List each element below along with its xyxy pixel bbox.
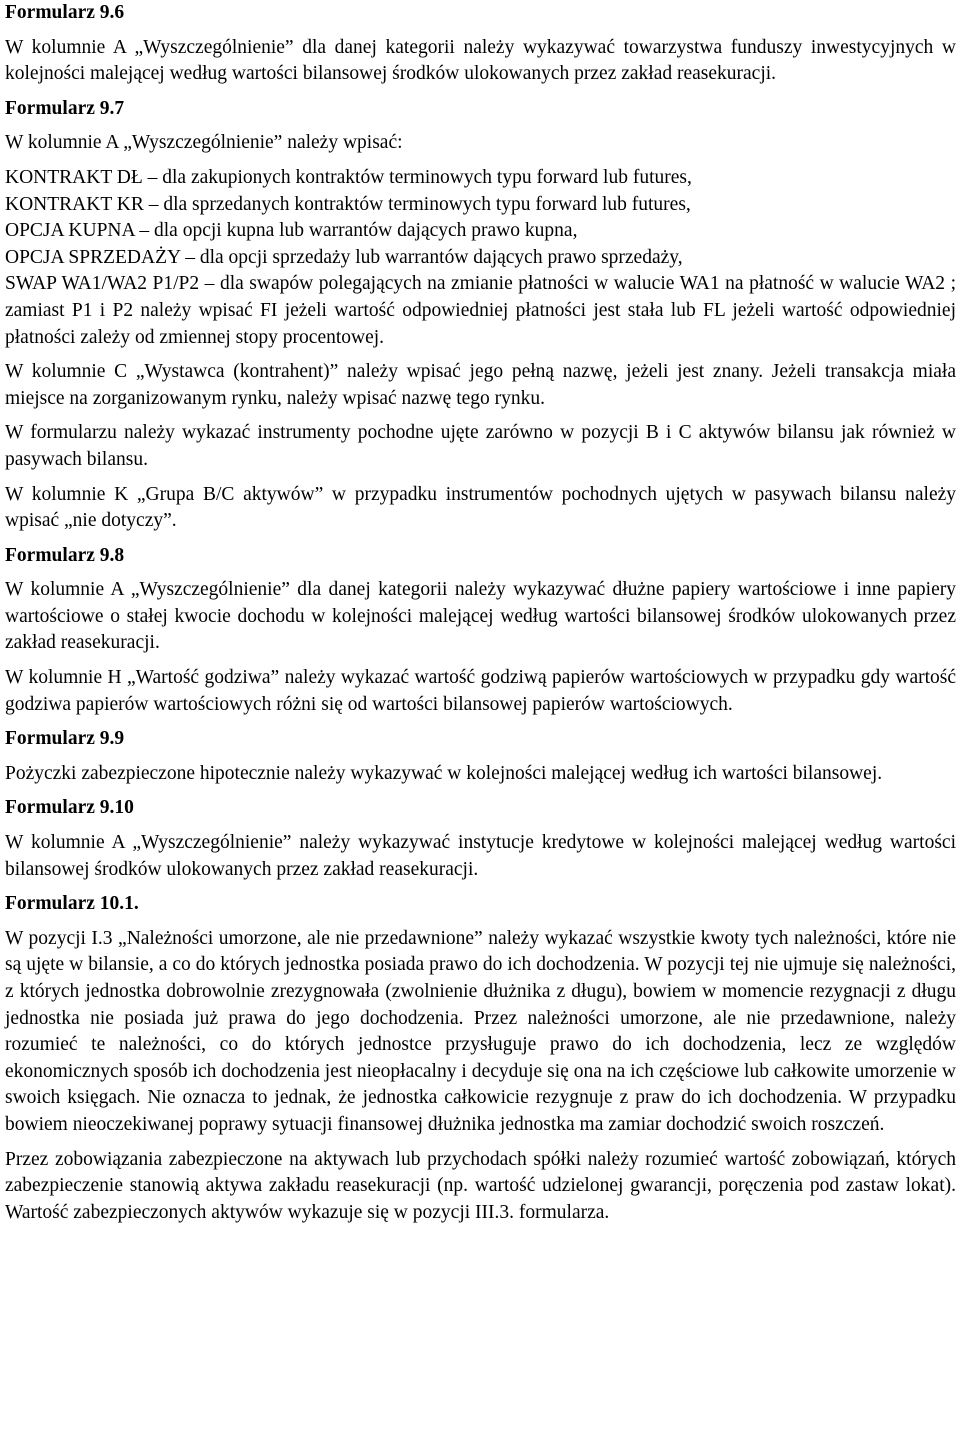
paragraph-9-9: Pożyczki zabezpieczone hipotecznie należy wykazywać w kolejności malejącej według ich wartości bilansowej. <box>5 762 883 784</box>
paragraph-10-1-liabilities: Przez zobowiązania zabezpieczone na aktywach lub przychodach spółki należy rozumieć wartość zobowiązań, których zabezpieczenie stanowią aktywa zakładu reasekuracji (np. wartość udzielonej gwarancji, poręczenia pod zastaw lokat). Wartość zabezpieczonych aktywów wykazuje się w pozycji III.3. formularza. <box>5 1148 956 1223</box>
paragraph-9-10: W kolumnie A „Wyszczególnienie” należy wykazywać instytucje kredytowe w kolejności malejącej według wartości bilansowej środków ulokowanych przez zakład reasekuracji. <box>5 832 956 880</box>
list-item: OPCJA KUPNA – dla opcji kupna lub warrantów dających prawo kupna, <box>5 220 578 242</box>
list-item: SWAP WA1/WA2 P1/P2 – dla swapów polegających na zmianie płatności w walucie WA1 na płatność w walucie WA2 ; zamiast P1 i P2 należy wpisać FI jeżeli wartość odpowiedniej płatności jest stała lub FL jeżeli wartość odpowiedniej płatności zależy od zmiennej stopy procentowej. <box>5 273 956 348</box>
section-heading-9-7: Formularz 9.7 <box>5 97 125 119</box>
list-item: KONTRAKT DŁ – dla zakupionych kontraktów terminowych typu forward lub futures, <box>5 166 692 188</box>
paragraph-9-8-column-a: W kolumnie A „Wyszczególnienie” dla danej kategorii należy wykazywać dłużne papiery wartościowe i inne papiery wartościowe o stałej kwocie dochodu w kolejności malejącej według wartości bilansowej środków ulokowanych przez zakład reasekuracji. <box>5 579 956 654</box>
paragraph-9-7-scope: W formularzu należy wykazać instrumenty pochodne ujęte zarówno w pozycji B i C aktywów bilansu jak również w pasywach bilansu. <box>5 422 956 470</box>
instrument-list <box>5 165 956 351</box>
paragraph-9-8-column-h: W kolumnie H „Wartość godziwa” należy wykazać wartość godziwą papierów wartościowych w przypadku gdy wartość godziwa papierów wartościowych różni się od wartości bilansowej papierów wartościowych. <box>5 667 956 715</box>
section-heading-10-1: Formularz 10.1. <box>5 893 139 915</box>
section-heading-9-10: Formularz 9.10 <box>5 797 134 819</box>
section-heading-9-6: Formularz 9.6 <box>5 2 125 23</box>
list-item: OPCJA SPRZEDAŻY – dla opcji sprzedaży lub warrantów dających prawo sprzedaży, <box>5 246 683 268</box>
paragraph-9-6: W kolumnie A „Wyszczególnienie” dla danej kategorii należy wykazywać towarzystwa funduszy inwestycyjnych w kolejności malejącej według wartości bilansowej środków ulokowanych przez zakład reasekuracji. <box>5 36 956 85</box>
paragraph-9-7-column-c: W kolumnie C „Wystawca (kontrahent)” należy wpisać jego pełną nazwę, jeżeli jest znany. Jeżeli transakcja miała miejsce na zorganizowanym rynku, należy wpisać nazwę tego rynku. <box>5 361 956 409</box>
paragraph-9-7-intro: W kolumnie A „Wyszczególnienie” należy wpisać: <box>5 132 403 154</box>
list-item: KONTRAKT KR – dla sprzedanych kontraktów terminowych typu forward lub futures, <box>5 193 691 215</box>
section-heading-9-8: Formularz 9.8 <box>5 544 125 566</box>
section-heading-9-9: Formularz 9.9 <box>5 728 125 750</box>
paragraph-9-7-column-k: W kolumnie K „Grupa B/C aktywów” w przypadku instrumentów pochodnych ujętych w pasywach bilansu należy wpisać „nie dotyczy”. <box>5 483 956 532</box>
paragraph-10-1-receivables: W pozycji I.3 „Należności umorzone, ale nie przedawnione” należy wykazać wszystkie kwoty tych należności, które nie są ujęte w bilansie, a co do których jednostka posiada prawo do ich dochodzenia. W pozycji tej nie ujmuje się należności, z których jednostka dobrowolnie zrezygnowała (zwolnienie dłużnika z długu), bowiem w momencie rezygnacji z długu jednostka nie posiada już prawa do jego dochodzenia. Przez należności umorzone, ale nie przedawnione, należy rozumieć te należności, co do których jednostce przysługuje prawo do ich dochodzenia, lecz ze względów ekonomicznych sposób ich dochodzenia jest nieopłacalny i decyduje się ona na ich częściowe lub całkowite umorzenie w swoich księgach. Nie oznacza to jednak, że jednostka całkowicie rezygnuje z praw do ich dochodzenia. W przypadku bowiem nieoczekiwanej poprawy sytuacji finansowej dłużnika jednostka ma zamiar dochodzić swoich roszczeń. <box>5 927 956 1135</box>
